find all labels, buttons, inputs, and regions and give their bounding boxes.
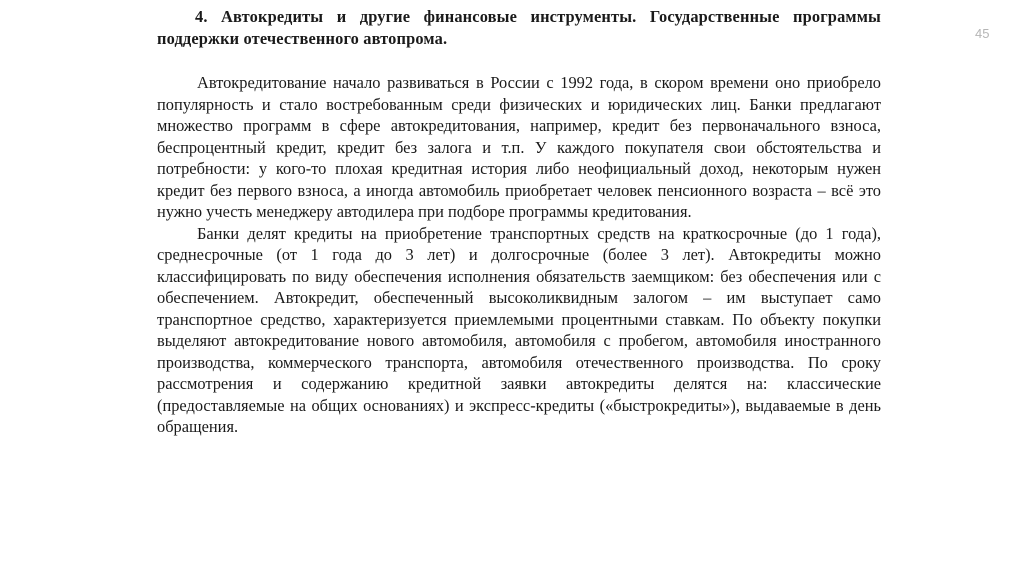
section-heading: 4. Автокредиты и другие финансовые инструменты. Государственные программы поддержки отечественного автопрома. (157, 7, 881, 48)
page-number: 45 (975, 26, 990, 41)
paragraph-history: Автокредитование начало развиваться в России с 1992 года, в скором времени оно приобрело популярность и стало востребованным среди физических и юридических лиц. Банки предлагают множество программ в сфере автокредитования, например, кредит без первоначального взноса, беспроцентный кредит, кредит без залога и т.п. У каждого покупателя свои обстоятельства и потребности: у кого-то плохая кредитная история либо неофициальный доход, некоторым нужен кредит без первого взноса, а иногда автомобиль приобретает человек пенсионного возраста – всё это нужно учесть менеджеру автодилера при подборе программы кредитования. (157, 73, 881, 221)
document-body (157, 6, 881, 438)
paragraph-classification: Банки делят кредиты на приобретение транспортных средств на краткосрочные (до 1 года), среднесрочные (от 1 года до 3 лет) и долгосрочные (более 3 лет). Автокредиты можно классифицировать по виду обеспечения исполнения обязательств заемщиком: без обеспечения или с обеспечением. Автокредит, обеспеченный высоколиквидным залогом – им выступает само транспортное средство, характеризуется приемлемыми процентными ставкам. По объекту покупки выделяют автокредитование нового автомобиля, автомобиля с пробегом, автомобиля иностранного производства, коммерческого транспорта, автомобиля отечественного производства. По сроку рассмотрения и содержанию кредитной заявки автокредиты делятся на: классические (предоставляемые на общих основаниях) и экспресс-кредиты («быстрокредиты»), выдаваемые в день обращения. (157, 223, 881, 436)
